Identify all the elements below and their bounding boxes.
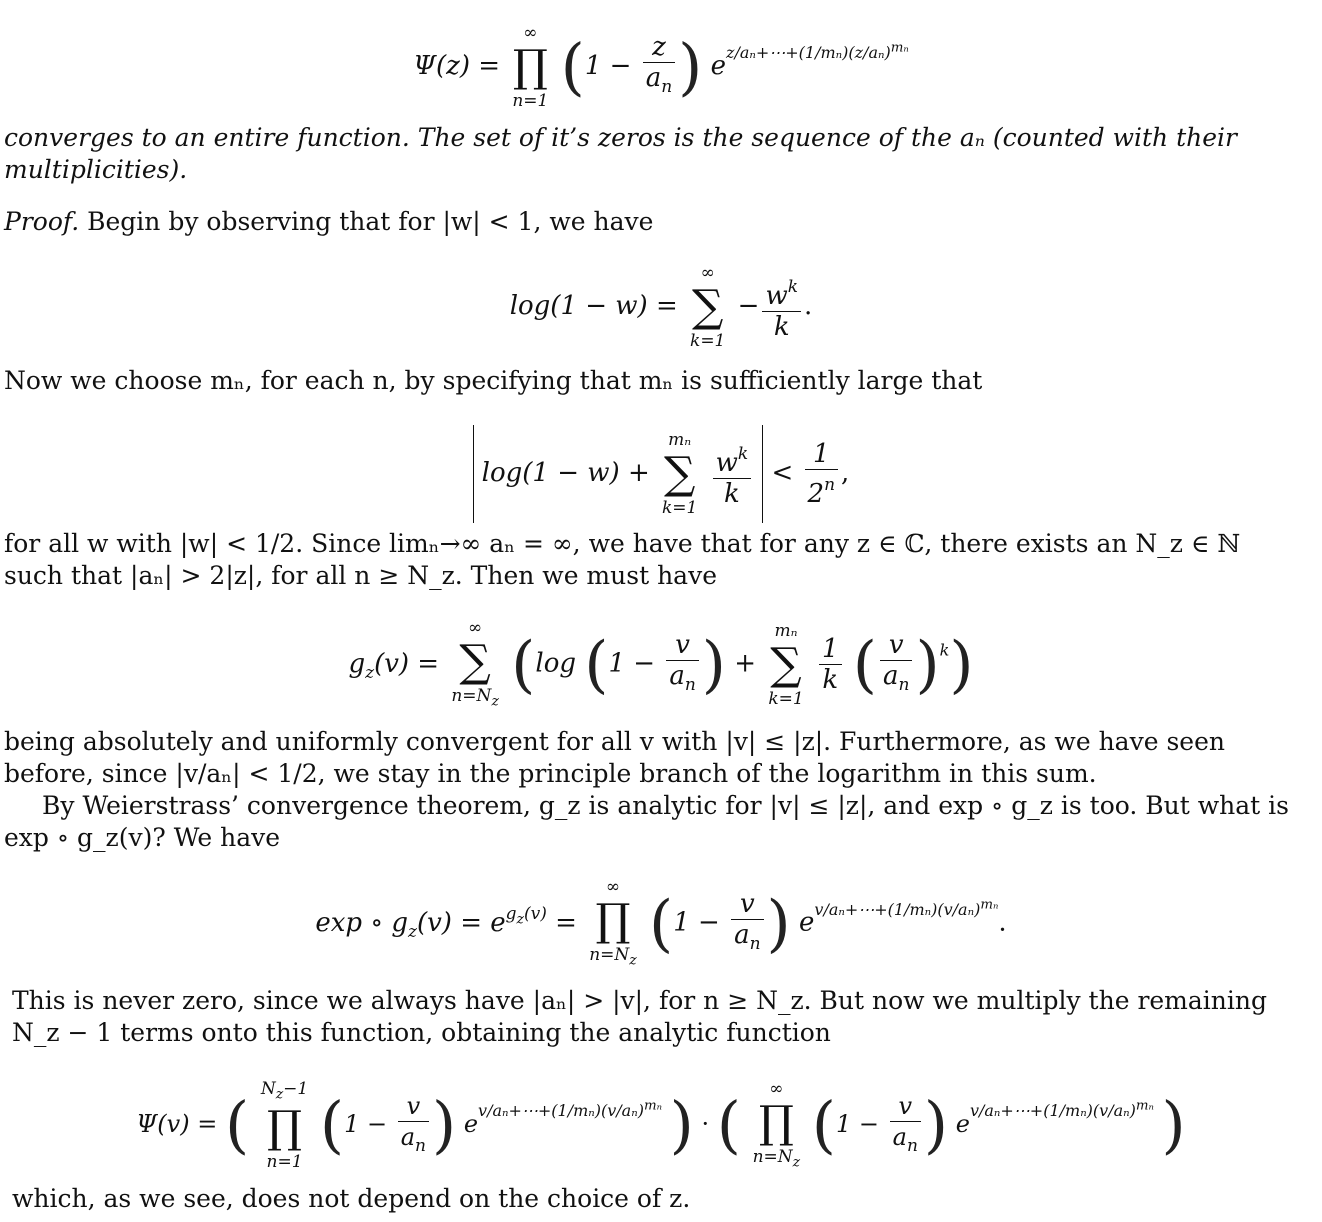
equation-gz: $g_z(v)$ = ∞ ∑ $n=N_z$ (log (1 − $\frac{v}{a_n}$ ) + mₙ ∑ k=1 $\frac{1}{k}$ ( $\frac{v}{a_n}$ )$^k$) bbox=[348, 618, 974, 710]
paragraph-never: This is never zero, since we always have |aₙ| > |v|, for n ≥ N_z. But now we multiply the remaining N_z − 1 terms onto this function, obtaining the analytic function bbox=[12, 986, 1267, 1047]
proof-label: Proof. bbox=[4, 207, 80, 236]
paragraph-forall: for all w with |w| < 1/2. Since limₙ→∞ aₙ = ∞, we have that for any z ∈ ℂ, there exists an N_z ∈ ℕ such that |aₙ| > 2|z|, for all n ≥ N_z. Then we must have bbox=[4, 529, 1241, 590]
equation-bound: log(1 − w) + mₙ ∑ k=1 $\frac{w^k}{k}$ < $\frac{1}{2^n}$ , bbox=[0, 425, 1322, 523]
paragraph-proof: Proof. Begin by observing that for |w| < 1, we have bbox=[4, 207, 654, 236]
paragraph-conclusion: converges to an entire function. The set of it’s zeros is the sequence of the aₙ (counted with their multiplicities). bbox=[4, 123, 1237, 184]
paragraph-which: which, as we see, does not depend on the choice of z. bbox=[12, 1184, 691, 1213]
paragraph-choose: Now we choose mₙ, for each n, by specifying that mₙ is sufficiently large that bbox=[4, 366, 983, 395]
paragraph-weierstrass: By Weierstrass’ convergence theorem, g_z is analytic for |v| ≤ |z|, and exp ∘ g_z is too. But what is exp ∘ g_z(v)? We have bbox=[4, 791, 1289, 852]
equation-exp: exp ∘ $g_z(v) = e^{g_z(v)}$ = ∞ ∏ $n=N_z$ (1 − $\frac{v}{a_n}$ ) $e^{v/a_n+\cdots+(1/m_n)(v/a_n)^{m_n}}$. bbox=[315, 877, 1007, 969]
equation-log-series: log(1 − w) = ∞ ∑ k=1 − $\frac{w^k}{k}$ . bbox=[509, 263, 813, 351]
paragraph-being: being absolutely and uniformly convergent for all v with |v| ≤ |z|. Furthermore, as we have seen before, since |v/aₙ| < 1/2, we stay in the principle branch of the logarithm in this sum. bbox=[4, 727, 1225, 788]
equation-psi-v: Ψ(v) = ( $N_z-1$ ∏ n=1 (1 − $\frac{v}{a_n}$ ) $e^{v/a_n+\cdots+(1/m_n)(v/a_n)^{m_n}}$ ) · ( ∞ ∏ $n=N_z$ (1 − $\frac{v}{a_n}$ ) $e^{v/a_n+\cdots+(1/m_n)(v/a_n)^{m_n}}$ ) bbox=[136, 1079, 1186, 1173]
equation-psi-z: Ψ(z) = ∞ ∏ n=1 (1 − $\frac{z}{a_n}$ ) $e^{z/a_n+\cdots+(1/m_n)(z/a_n)^{m_n}}$ bbox=[413, 23, 909, 111]
